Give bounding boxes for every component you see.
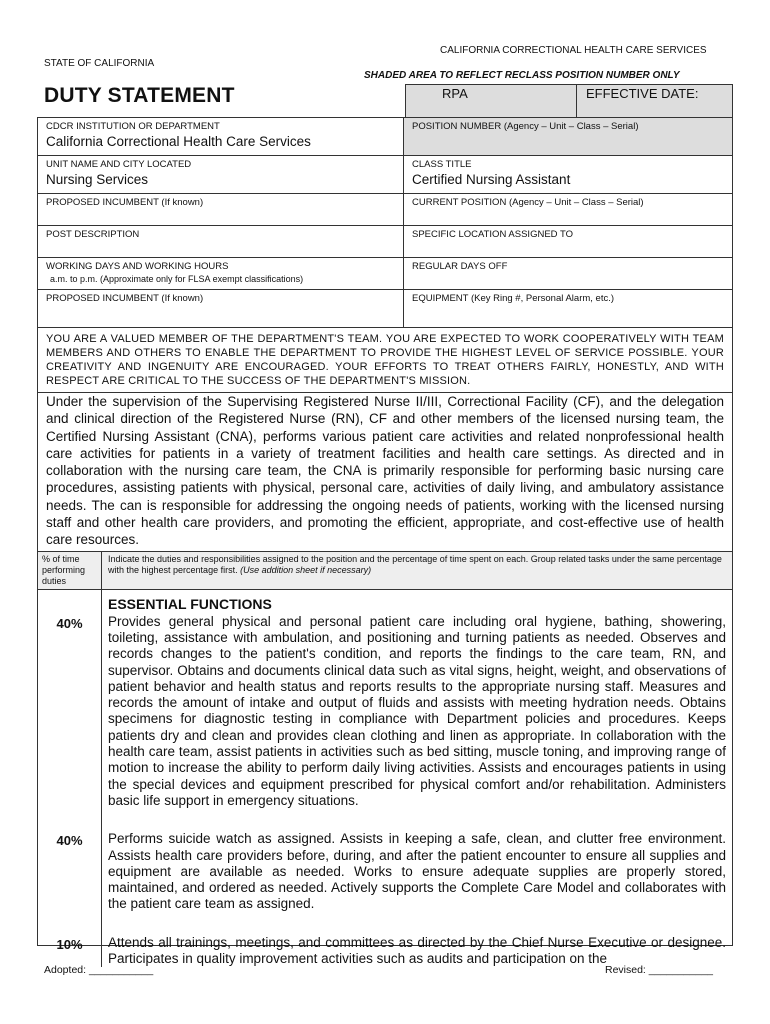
org-name: CALIFORNIA CORRECTIONAL HEALTH CARE SERVICES	[440, 45, 707, 56]
adopted-label: Adopted: ___________	[44, 964, 154, 976]
current-position-cell	[404, 194, 732, 225]
institution-label: CDCR INSTITUTION OR DEPARTMENT	[46, 121, 220, 132]
mission-statement: YOU ARE A VALUED MEMBER OF THE DEPARTMENT'S TEAM. YOU ARE EXPECTED TO WORK COOPERATIVELY WITH TEAM MEMBERS AND OTHERS TO ENABLE THE DEPARTMENT TO PROVIDE THE HIGHEST LEVEL OF SERVICE POSSIBLE. YOUR CREATIVITY AND INGENUITY ARE ENCOURAGED. YOUR EFFORTS TO TREAT OTHERS FAIRLY, HONESTLY, AND WITH RESPECT ARE CRITICAL TO THE SUCCESS OF THE DEPARTMENT'S MISSION.	[38, 328, 732, 393]
duty-row	[38, 809, 732, 912]
unit-cell	[38, 156, 404, 193]
effective-date-label: EFFECTIVE DATE:	[586, 86, 699, 101]
specific-location-cell	[404, 226, 732, 257]
equipment-label: EQUIPMENT (Key Ring #, Personal Alarm, etc.)	[412, 293, 615, 304]
duty-form	[37, 117, 733, 967]
duty-percent: 10%	[38, 913, 102, 968]
regular-days-off-label: REGULAR DAYS OFF	[412, 261, 508, 272]
duty-text: Performs suicide watch as assigned. Assists in keeping a safe, clean, and clutter free environment. Assists health care providers before, during, and after the patient encounter to ensure all supplies and equipment are available as needed. Works to ensure adequate supplies are properly stored, maintained, and ordered as needed. Actively supports the Complete Care Model and collaborates with the patient care team as assigned.	[108, 831, 726, 912]
page-title: DUTY STATEMENT	[44, 84, 235, 107]
state-label: STATE OF CALIFORNIA	[44, 58, 155, 69]
proposed-incumbent2-label: PROPOSED INCUMBENT (If known)	[46, 293, 204, 304]
form-row	[38, 194, 732, 226]
proposed-incumbent-label: PROPOSED INCUMBENT (If known)	[46, 197, 204, 208]
shaded-area-note: SHADED AREA TO REFLECT RECLASS POSITION NUMBER ONLY	[364, 70, 680, 81]
duties-instructions-italic: (Use addition sheet if necessary)	[240, 564, 372, 575]
rpa-box	[405, 84, 733, 118]
form-row	[38, 118, 732, 156]
duty-text: Provides general physical and personal patient care including oral hygiene, bathing, showering, toileting, assistance with ambulation, and positioning and turning patients as needed. Observes and records changes to the patient's condition, and reports the findings to the care team, RN, and supervisor. Obtains and documents clinical data such as vital signs, height, weight, and observations of patient behavior and health status and reports results to the appropriate nursing staff. Measures and records the amount of intake and output of fluids and assists with meeting hydration needs. Obtains specimens for diagnostic testing in compliance with Department policies and procedures. Keeps patients dry and clean and provides clean clothing and linen as appropriate. In collaboration with the health care team, assist patients in activities such as bed sitting, muscle toning, and improving range of motion to increase the ability to perform daily living activities. Assists and encourages patients in using the special devices and equipment prescribed for physical comfort and/or rehabilitation. Administers basic life support in emergency situations.	[108, 613, 726, 808]
form-row	[38, 226, 732, 258]
form-row	[38, 156, 732, 194]
post-description-cell	[38, 226, 404, 257]
rpa-label: RPA	[442, 86, 468, 101]
working-days-cell	[38, 258, 404, 289]
form-row	[38, 290, 732, 328]
duty-text: Attends all trainings, meetings, and committees as directed by the Chief Nurse Executive or designee. Participates in quality improvement activities such as audits and participation on the	[108, 934, 726, 967]
institution-cell	[38, 118, 404, 155]
working-days-label: WORKING DAYS AND WORKING HOURS	[46, 261, 229, 272]
position-number-label: POSITION NUMBER (Agency – Unit – Class – Serial)	[412, 121, 639, 132]
intro-paragraph: Under the supervision of the Supervising Registered Nurse II/III, Correctional Facility (CF), and the delegation and clinical direction of the Registered Nurse (RN), CF and other members of the licensed nursing team, the Certified Nursing Assistant (CNA), performs various patient care activities and related nonprofessional health care activities for patients in a variety of treatment facilities and health care settings. As directed and in collaboration with the nursing care team, the CNA is primarily responsible for performing basic nursing care procedures, assisting patients with physical, personal care, activities of daily living, and ambulatory assistance needs. The can is responsible for addressing the ongoing needs of patients, working with the licensed nursing staff and other health care providers, and promoting the efficient, appropriate, and cost-effective use of health care resources.	[38, 393, 732, 552]
class-title-label: CLASS TITLE	[412, 159, 472, 170]
proposed-incumbent-cell	[38, 194, 404, 225]
unit-value: Nursing Services	[46, 172, 149, 187]
equipment-cell	[404, 290, 732, 327]
duty-percent: 40%	[38, 809, 102, 912]
duty-row	[38, 913, 732, 968]
class-title-cell	[404, 156, 732, 193]
proposed-incumbent2-cell	[38, 290, 404, 327]
duties-section	[38, 590, 732, 614]
duties-instructions-text: Indicate the duties and responsibilities assigned to the position and the percentage of time spent on each. Group related tasks under the same percentage with the highest percentage first.	[108, 553, 722, 575]
duties-instructions	[102, 552, 732, 589]
working-hours-sub: a.m. to p.m. (Approximate only for FLSA exempt classifications)	[50, 274, 304, 284]
class-title-value: Certified Nursing Assistant	[412, 172, 571, 187]
form-row	[38, 258, 732, 290]
duty-row	[38, 614, 732, 810]
institution-value: California Correctional Health Care Services	[46, 134, 311, 149]
position-number-cell	[404, 118, 732, 155]
current-position-label: CURRENT POSITION (Agency – Unit – Class – Serial)	[412, 197, 644, 208]
post-description-label: POST DESCRIPTION	[46, 229, 140, 240]
duty-percent: 40%	[38, 614, 102, 810]
duty-list	[38, 614, 732, 968]
revised-label: Revised: ___________	[605, 964, 714, 976]
percent-header-row	[38, 552, 732, 590]
essential-functions-heading: ESSENTIAL FUNCTIONS	[108, 595, 272, 612]
unit-label: UNIT NAME AND CITY LOCATED	[46, 159, 192, 170]
regular-days-off-cell	[404, 258, 732, 289]
specific-location-label: SPECIFIC LOCATION ASSIGNED TO	[412, 229, 574, 240]
percent-header-label: % of time performing duties	[38, 552, 102, 589]
